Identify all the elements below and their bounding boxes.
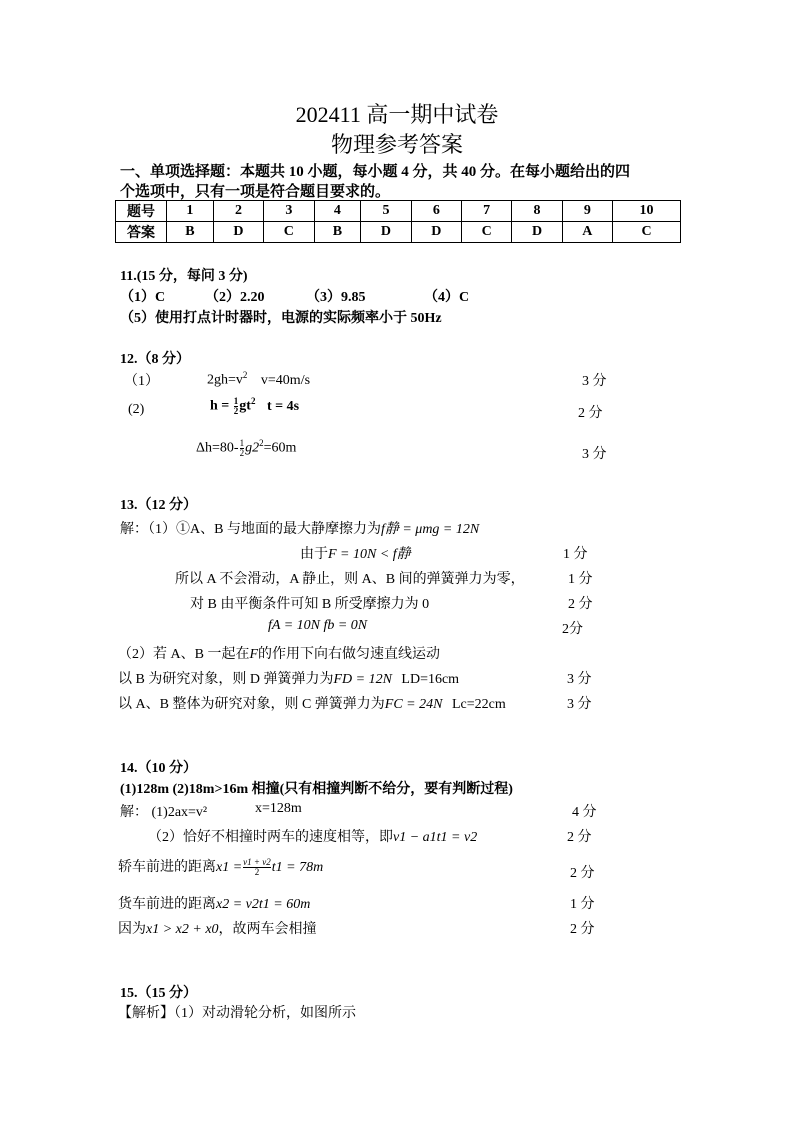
q14-line2-text: （2）恰好不相撞时两车的速度相等，即 [148, 830, 393, 845]
q14-line5-score: 2 分 [570, 922, 595, 937]
table-cell: 3 [264, 201, 314, 222]
q14-line4 [118, 893, 310, 913]
q11-answer-5: （5）使用打点计时器时，电源的实际频率小于 50Hz [120, 311, 442, 326]
q12-part1-eq-text: 2gh=v [207, 372, 243, 388]
q14-line3-score: 2 分 [570, 866, 595, 881]
q14-line3-math2: t1 = 78m [271, 860, 324, 875]
q13-line8-b: Lc=22cm [451, 697, 506, 712]
table-cell: D [512, 222, 562, 243]
q12-part3-result: =60m [263, 440, 297, 456]
q13-line4-score: 2 分 [568, 597, 593, 612]
q13-line8 [118, 693, 506, 713]
q12-part3-g: g [245, 440, 253, 456]
q13-line1-text: 解：（1）①A、B 与地面的最大静摩擦力为 [120, 522, 381, 537]
section1-line1: 一、单项选择题：本题共 10 小题，每小题 4 分，共 40 分。在每小题给出的四 [120, 164, 631, 180]
page-subtitle: 物理参考答案 [330, 132, 463, 157]
q14-line1-a: 解： (1)2ax=v² [120, 805, 208, 820]
q12-part2-h: h = [210, 398, 233, 414]
table-cell: 题号 [116, 201, 167, 222]
q12-part1-label: （1） [124, 374, 159, 389]
q13-line1 [120, 518, 479, 538]
q12-part3-sup: 2 [259, 438, 264, 448]
q11-answer-1: （1）C [120, 290, 166, 305]
q13-line8-a: 以 A、B 整体为研究对象，则 C 弹簧弹力为 [118, 697, 385, 712]
q14-line3 [118, 856, 323, 877]
table-cell: 9 [562, 201, 612, 222]
q12-part3-score: 3 分 [582, 447, 607, 462]
q12-part2-t: t = 4s [266, 398, 300, 414]
fraction [234, 397, 239, 416]
table-cell: 1 [167, 201, 214, 222]
q13-line8-score: 3 分 [567, 697, 592, 712]
q13-line5-score: 2分 [562, 622, 583, 637]
q12-part3-equation [196, 438, 296, 458]
q15-line1: 【解析】（1）对动滑轮分析，如图所示 [118, 1006, 356, 1021]
q13-line2-score: 1 分 [563, 547, 588, 562]
table-cell: A [562, 222, 612, 243]
q12-part2-sup: 2 [250, 396, 256, 406]
q11-answer-4: （4）C [424, 290, 470, 305]
q13-line5-math: fA = 10N fb = 0N [268, 618, 368, 633]
table-cell: 5 [361, 201, 411, 222]
page-title: 202411 高一期中试卷 [295, 102, 499, 127]
table-cell: B [314, 222, 361, 243]
section1-line2: 个选项中，只有一项是符合题目要求的。 [120, 184, 391, 200]
q13-line4: 对 B 由平衡条件可知 B 所受摩擦力为 0 [190, 597, 430, 612]
table-row [116, 201, 681, 222]
table-cell: D [411, 222, 461, 243]
table-row [116, 222, 681, 243]
q13-line3-score: 1 分 [568, 572, 593, 587]
frac-den: 2 [233, 405, 239, 416]
q12-part3-a: Δh=80- [196, 440, 239, 456]
q14-line4-math: x2 = v2t1 = 60m [216, 897, 311, 912]
q12-part2-equation [210, 396, 299, 416]
q12-part1-score: 3 分 [582, 374, 607, 389]
frac-num: 1 [239, 437, 245, 448]
q13-line6-b: 的作用下向右做匀速直线运动 [258, 647, 441, 662]
table-cell: 7 [462, 201, 512, 222]
table-cell: C [462, 222, 512, 243]
q14-line1-score: 4 分 [572, 805, 597, 820]
q12-part1-eq-sup: 2 [242, 370, 248, 380]
table-cell: 4 [314, 201, 361, 222]
table-cell: D [213, 222, 263, 243]
q12-part2-label: (2) [128, 402, 145, 417]
q11-answer-3: （3）9.85 [306, 290, 366, 305]
table-cell: D [361, 222, 411, 243]
table-cell: 答案 [116, 222, 167, 243]
frac-num: 1 [233, 395, 239, 406]
q14-line5-tail: ，故两车会相撞 [218, 922, 317, 937]
table-cell: 6 [411, 201, 461, 222]
q13-line7-score: 3 分 [567, 672, 592, 687]
q13-line7-b: LD=16cm [401, 672, 460, 687]
table-cell: 2 [213, 201, 263, 222]
q14-line3-math1: x1 = [216, 860, 243, 875]
table-cell: C [264, 222, 314, 243]
table-cell: B [167, 222, 214, 243]
q14-head: 14.（10 分） [120, 761, 197, 776]
frac-num: v1 + v2 [243, 857, 271, 868]
q14-line5 [118, 918, 317, 938]
q13-line3: 所以 A 不会滑动，A 静止，则 A、B 间的弹簧弹力为零， [175, 572, 525, 587]
q14-line4-score: 1 分 [570, 897, 595, 912]
q13-line6 [118, 643, 440, 663]
answer-table [115, 200, 681, 243]
table-cell: 8 [512, 201, 562, 222]
q13-head: 13.（12 分） [120, 498, 197, 513]
q13-line2-text: 由于 [300, 547, 328, 562]
q13-line1-math: f静 = μmg = 12N [380, 522, 480, 537]
fraction [240, 439, 245, 458]
q14-summary: (1)128m (2)18m>16m 相撞(只有相撞判断不给分，要有判断过程) [120, 782, 513, 797]
q12-part2-score: 2 分 [578, 406, 603, 421]
q14-line2-score: 2 分 [567, 830, 592, 845]
q12-part3-2: 2 [252, 440, 260, 456]
q13-line6-a: （2）若 A、B 一起在 [118, 647, 250, 662]
q12-part2-gt: gt [239, 398, 251, 414]
q13-line2 [300, 543, 411, 563]
q14-line2-math: v1 − a1t1 = v2 [393, 830, 478, 845]
q14-line3-text: 轿车前进的距离 [118, 860, 216, 875]
frac-den: 2 [243, 867, 271, 877]
q13-line2-math: F = 10N < f静 [328, 547, 411, 562]
table-cell: 10 [613, 201, 681, 222]
q13-line7-math: FD = 12N [333, 672, 392, 687]
q13-line6-math: F [249, 647, 259, 662]
q14-line1-b: x=128m [255, 801, 302, 816]
q13-line8-math: FC = 24N [384, 697, 443, 712]
q14-line4-text: 货车前进的距离 [118, 897, 216, 912]
q12-part1-result: v=40m/s [260, 372, 311, 388]
fraction [243, 858, 271, 877]
q14-line5-math: x1 > x2 + x0 [146, 922, 219, 937]
q11-head: 11.(15 分，每问 3 分) [120, 269, 248, 284]
q14-line5-text: 因为 [118, 922, 146, 937]
q12-head: 12.（8 分） [120, 352, 190, 367]
q11-answer-2: （2）2.20 [205, 290, 265, 305]
q13-line7-a: 以 B 为研究对象，则 D 弹簧弹力为 [118, 672, 334, 687]
table-cell: C [613, 222, 681, 243]
q12-part1-equation [207, 370, 310, 389]
q13-line7 [118, 668, 459, 688]
q14-line2 [148, 826, 477, 846]
q15-head: 15.（15 分） [120, 986, 197, 1001]
frac-den: 2 [239, 447, 245, 458]
